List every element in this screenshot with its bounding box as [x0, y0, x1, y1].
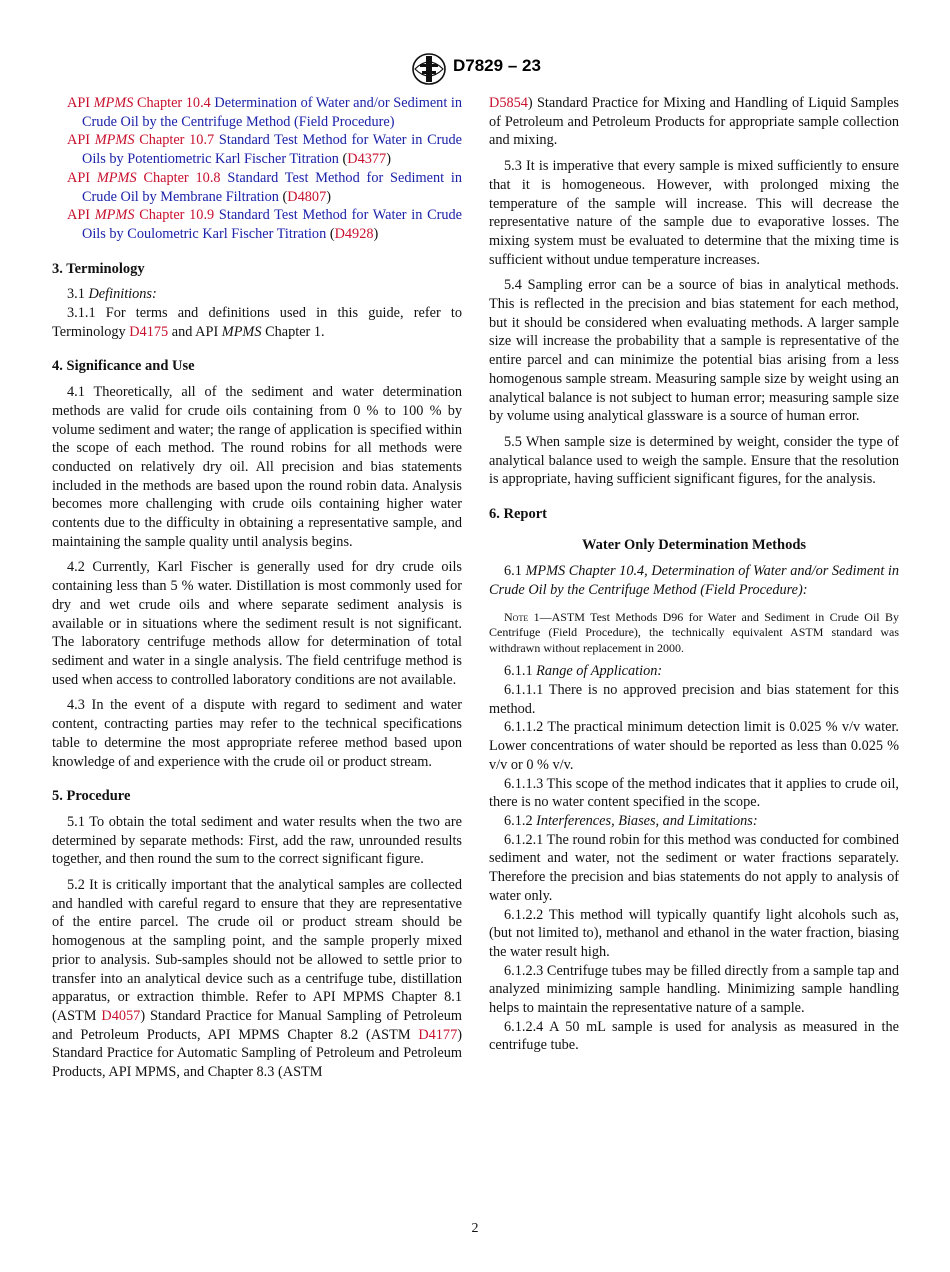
ref-code-link[interactable]: D4057 [101, 1007, 141, 1024]
ref-org: API [67, 132, 91, 149]
ref-org: API [67, 207, 91, 224]
paragraph-6-1-2-2: 6.1.2.2 This method will typically quantify light alcohols such as, (but not limited to), methanol and ethanol in the water fraction, biasing the water result high. [489, 906, 899, 960]
para-text: ) Standard Practice for Mixing and Handling of Liquid Samples of Petroleum and Petroleum Products for appropriate sample collection and mixing. [489, 95, 899, 149]
reference-item [52, 169, 462, 206]
paragraph-3-1-1 [52, 304, 462, 341]
ref-org: API [67, 169, 91, 186]
reference-item [52, 94, 462, 131]
paragraph-4-1: 4.1 Theoretically, all of the sediment and water determination methods are valid for crude oils containing from 0 % to 100 % by volume sediment and water; the range of application is specified within the scope of each method. The round robins for all methods were conducted on relatively dry oil. All precision and bias statements included in the methods are based upon the round robin data. Analysis becomes more challenging with crude oils containing higher water contents due to the difficulty in obtaining a representative sample, and maintaining the sample quality until analysis begins. [52, 384, 462, 550]
paragraph-5-2 [52, 876, 462, 1082]
ref-code-link[interactable]: D4175 [129, 323, 169, 340]
paragraph-6-1-2-1: 6.1.2.1 The round robin for this method was conducted for combined sediment and water, not the sediment or water fractions separately. Therefore the precision and bias statements do not apply to analysis of water only. [489, 831, 899, 904]
paragraph-6-1-2-3: 6.1.2.3 Centrifuge tubes may be filled directly from a sample tap and analyzed minimizing sample handling. Minimizing sample handling helps to maintain the representative nature of a sample. [489, 962, 899, 1017]
para-number: 6.1 [504, 563, 522, 580]
para-caption: Interferences, Biases, and Limitations: [536, 813, 758, 829]
section-heading-procedure: 5. Procedure [52, 788, 131, 805]
subsection-heading: Water Only Determination Methods [581, 536, 807, 553]
section-heading-report: 6. Report [489, 506, 547, 523]
para-text: 3.1.1 For terms and definitions used in this guide, refer to Terminology [52, 305, 462, 340]
left-column [52, 94, 462, 1082]
paragraph-5-4: 5.4 Sampling error can be a source of bias in analytical methods. This is reflected in the precision and bias statement for each method, but it should be considered when evaluating methods. A larger sample size will increase the probability that a sample is representative of the entire parcel and can minimize the potential bias arising from a less homogenous sample stream. Measuring sample size by weight using an analytical balance is not subject to human error; measuring sample size by volume using analytical glassware is a source of human error. [489, 277, 899, 425]
note-label: Note 1 [504, 609, 540, 624]
reference-item [52, 206, 462, 243]
para-caption: MPMS Chapter 10.4, Determination of Water and/or Sediment in Crude Oil by the Centrifuge Method (Field Procedure): [489, 563, 899, 599]
paragraph-6-1-2 [489, 812, 899, 831]
note-text: —ASTM Test Methods D96 for Water and Sediment in Crude Oil By Centrifuge (Field Procedure), the technically equivalent ASTM standard was withdrawn without replacement in 2000. [489, 609, 900, 655]
para-number: 6.1.1 [504, 663, 533, 680]
ref-chapter: Chapter 10.4 [136, 95, 211, 111]
paragraph-6-1-1-3: 6.1.1.3 This scope of the method indicates that it applies to crude oil, there is no water content specified in the scope. [489, 775, 899, 811]
para-text: ) Standard Practice for Automatic Sampling of Petroleum and Petroleum Products, API MPMS, and Chapter 8.3 (ASTM [52, 1026, 462, 1081]
paren: ( [282, 188, 288, 205]
page-header [0, 50, 950, 88]
paragraph-5-3: 5.3 It is imperative that every sample is mixed sufficiently to ensure that it is homogeneous. However, with prolonged mixing the temperature of the sample will increase. This will decrease the representative nature of the sample due to evaporative losses. The mixing system must be evaluated to determine that the mixing time is sufficient without undue temperature increases. [489, 158, 899, 268]
ref-code-link[interactable]: D4377 [347, 151, 387, 168]
para-number: 3.1 [67, 286, 85, 303]
para-number: 6.1.2 [504, 813, 533, 829]
ref-series: MPMS [93, 95, 134, 111]
para-caption: Range of Application: [536, 663, 663, 680]
document-id: D7829 – 23 [453, 56, 541, 75]
paragraph-6-1-1 [489, 662, 899, 681]
reference-item [52, 131, 462, 168]
para-text: Chapter 1. [265, 323, 325, 340]
ref-chapter: Chapter 10.7 [139, 132, 215, 149]
para-text: and API [171, 323, 219, 340]
paragraph-6-1-2-4: 6.1.2.4 A 50 mL sample is used for analysis as measured in the centrifuge tube. [489, 1018, 899, 1054]
paragraph-6-1-1-1: 6.1.1.1 There is no approved precision and bias statement for this method. [489, 682, 899, 717]
ref-code-link[interactable]: D5854 [489, 95, 528, 111]
para-text: ) Standard Practice for Manual Sampling of Petroleum and Petroleum Products, API MPMS Chapter 8.2 (ASTM [52, 1007, 463, 1043]
ref-series: MPMS [96, 169, 137, 186]
paragraph-5-5: 5.5 When sample size is determined by weight, consider the type of analytical balance used to weigh the sample. Ensure that the resolution is appropriate, having sufficient significant figures, for the analysis. [489, 433, 899, 488]
paren: ( [329, 225, 335, 242]
para-text: 5.2 It is critically important that the analytical samples are collected and handled with careful regard to ensure that they are representative of the entire parcel. The crude oil or product stream should be homogenous at the sampling point, and the sample properly mixed prior to analysis. Sub-samples should not be allowed to settle prior to transfer into an analytical device such as a centrifuge tube, distillation apparatus, or extraction thimble. Refer to API MPMS Chapter 8.1 (ASTM [52, 877, 462, 1024]
page-number: 2 [471, 1221, 479, 1236]
ref-title-link[interactable]: Determination of Water and/or Sediment in Crude Oil by the Centrifuge Method (Field Procedure) [82, 95, 462, 130]
ref-series: MPMS [94, 207, 135, 224]
astm-logo-icon [411, 52, 447, 86]
ref-title-link[interactable]: Standard Test Method for Water in Crude Oils by Potentiometric Karl Fischer Titration [82, 132, 463, 168]
paragraph-5-2-continued [489, 94, 899, 150]
paragraph-4-2: 4.2 Currently, Karl Fischer is generally used for dry crude oils containing less than 5 % water. Distillation is most commonly used for dry and wet crude oils and where separate sediment analysis is available or in situations where the sediment result is not significant. The laboratory centrifuge methods allow for determination of total sediment and water in a single analysis. The field centrifuge method is used when access to controlled laboratory conditions are not available. [52, 559, 462, 688]
ref-series: MPMS [94, 132, 135, 149]
paren: ) [373, 225, 379, 242]
para-caption: MPMS [221, 323, 262, 340]
para-caption: Definitions: [88, 286, 157, 303]
paren: ) [326, 188, 331, 205]
ref-title-link[interactable]: Standard Test Method for Sediment in Crude Oil by Membrane Filtration [82, 169, 463, 205]
ref-org: API [67, 95, 91, 111]
note-1 [489, 610, 899, 657]
ref-title-link[interactable]: Standard Test Method for Water in Crude Oils by Coulometric Karl Fischer Titration [82, 207, 463, 242]
paragraph-3-1 [52, 285, 462, 304]
ref-chapter: Chapter 10.9 [139, 207, 215, 224]
right-column [489, 94, 899, 1055]
paragraph-4-3: 4.3 In the event of a dispute with regard to sediment and water content, contracting parties may refer to the technical specifications table to determine the most appropriate referee method based upon knowledge of and experience with the crude oil or product stream. [52, 697, 462, 770]
section-heading-significance: 4. Significance and Use [52, 358, 195, 375]
ref-code-link[interactable]: D4177 [418, 1026, 458, 1043]
paragraph-6-1-1-2: 6.1.1.2 The practical minimum detection limit is 0.025 % v/v water. Lower concentrations of water should be reported as less than 0.025 % v/v or 0 % v/v. [489, 719, 899, 773]
paragraph-6-1 [489, 562, 899, 599]
paragraph-5-1: 5.1 To obtain the total sediment and water results when the two are determined by separate methods: First, add the raw, unrounded results together, and then round the sum to the correct significant figure. [52, 813, 462, 868]
paren: ( [342, 151, 348, 168]
paren: ) [386, 151, 391, 168]
ref-code-link[interactable]: D4928 [334, 225, 374, 242]
section-heading-terminology: 3. Terminology [52, 260, 145, 277]
ref-code-link[interactable]: D4807 [287, 188, 327, 205]
ref-chapter: Chapter 10.8 [143, 169, 221, 186]
